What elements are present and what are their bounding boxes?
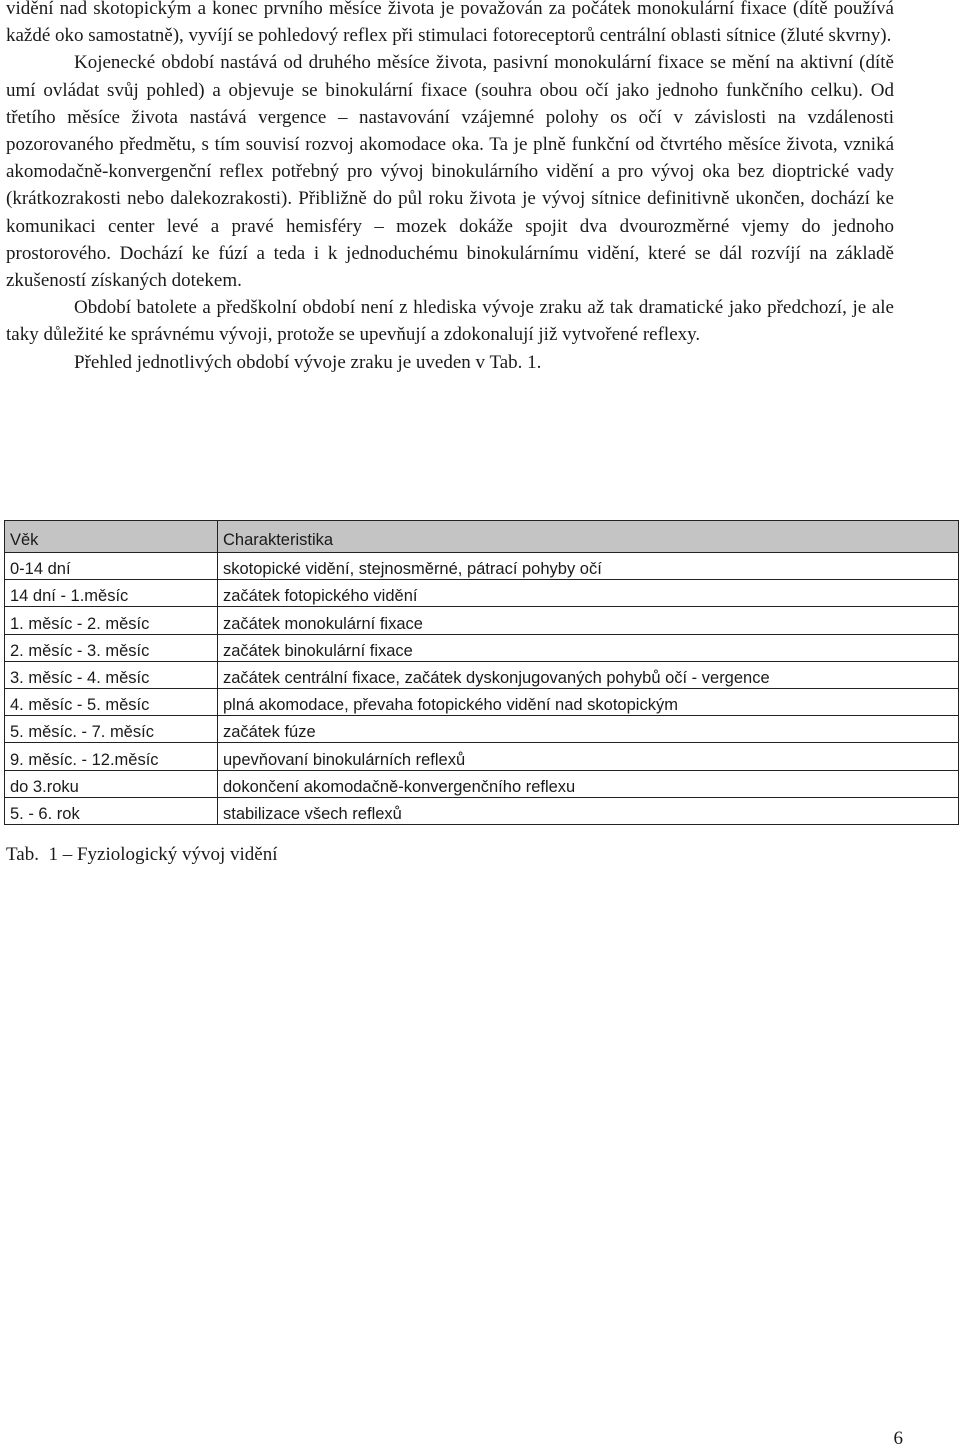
cell-characteristics: začátek monokulární fixace bbox=[218, 607, 959, 634]
paragraph-infancy: Kojenecké období nastává od druhého měsíce života, pasivní monokulární fixace se mění na aktivní (dítě umí ovládat svůj pohled) a objevuje se binokulární fixace (souhra obou očí jako jednoho funkčního celku). Od třetího měsíce života nastává vergence – nastavování vzájemné polohy os očí v závislosti na vzdálenosti pozorovaného předmětu, s tím souvisí rozvoj akomodace oka. Ta je plně funkční od čtvrtého měsíce života, vzniká akomodačně-konvergenční reflex potřebný pro vývoj binokulárního vidění a pro vývoj oka bez dioptrické vady (krátkozrakosti nebo dalekozrakosti). Přibližně do půl roku života je vývoj sítnice definitivně ukončen, dochází ke komunikaci center levé a pravé hemisféry – mozek dokáže spojit dva dvourozměrné vjemy do jednoho prostorového. Dochází ke fúzí a teda i k jednoduchému binokulárnímu vidění, které se dál rozvíjí na základě zkušeností získaných dotekem. bbox=[6, 52, 894, 292]
table-row bbox=[5, 716, 959, 743]
header-age: Věk bbox=[5, 521, 218, 553]
body-text bbox=[6, 0, 894, 376]
cell-age: 5. měsíc. - 7. měsíc bbox=[5, 716, 218, 743]
cell-age: 3. měsíc - 4. měsíc bbox=[5, 661, 218, 688]
cell-characteristics: začátek fotopického vidění bbox=[218, 580, 959, 607]
cell-characteristics: skotopické vidění, stejnosměrné, pátrací pohyby očí bbox=[218, 553, 959, 580]
cell-characteristics: plná akomodace, převaha fotopického vidění nad skotopickým bbox=[218, 688, 959, 715]
cell-age: 9. měsíc. - 12.měsíc bbox=[5, 743, 218, 770]
cell-characteristics: upevňovaní binokulárních reflexů bbox=[218, 743, 959, 770]
paragraph-continued: vidění nad skotopickým a konec prvního měsíce života je považován za počátek monokulární fixace (dítě používá každé oko samostatně), vyvíjí se pohledový reflex při stimulaci fotoreceptorů centrální oblasti sítnice (žluté skvrny). bbox=[6, 0, 894, 47]
table-row bbox=[5, 743, 959, 770]
cell-age: do 3.roku bbox=[5, 770, 218, 797]
table-row bbox=[5, 634, 959, 661]
cell-age: 5. - 6. rok bbox=[5, 797, 218, 824]
cell-age: 2. měsíc - 3. měsíc bbox=[5, 634, 218, 661]
vision-development-table bbox=[4, 520, 959, 825]
table-caption: Tab. 1 – Fyziologický vývoj vidění bbox=[6, 844, 278, 865]
table-row bbox=[5, 797, 959, 824]
header-characteristics: Charakteristika bbox=[218, 521, 959, 553]
cell-age: 1. měsíc - 2. měsíc bbox=[5, 607, 218, 634]
table-row bbox=[5, 553, 959, 580]
cell-characteristics: dokončení akomodačně-konvergenčního reflexu bbox=[218, 770, 959, 797]
table-row bbox=[5, 770, 959, 797]
cell-age: 14 dní - 1.měsíc bbox=[5, 580, 218, 607]
table-row bbox=[5, 661, 959, 688]
paragraph-toddler: Období batolete a předškolní období není z hlediska vývoje zraku až tak dramatické jako předchozí, je ale taky důležité ke správnému vývoji, protože se upevňují a zdokonalují již vytvořené reflexy. bbox=[6, 297, 894, 346]
cell-characteristics: stabilizace všech reflexů bbox=[218, 797, 959, 824]
table-row bbox=[5, 607, 959, 634]
table-row bbox=[5, 688, 959, 715]
cell-age: 0-14 dní bbox=[5, 553, 218, 580]
table-row bbox=[5, 580, 959, 607]
page-number: 6 bbox=[893, 1428, 903, 1449]
cell-age: 4. měsíc - 5. měsíc bbox=[5, 688, 218, 715]
table-header-row bbox=[5, 521, 959, 553]
cell-characteristics: začátek binokulární fixace bbox=[218, 634, 959, 661]
paragraph-table-reference: Přehled jednotlivých období vývoje zraku je uveden v Tab. 1. bbox=[74, 351, 542, 373]
cell-characteristics: začátek centrální fixace, začátek dyskonjugovaných pohybů očí - vergence bbox=[218, 661, 959, 688]
cell-characteristics: začátek fúze bbox=[218, 716, 959, 743]
